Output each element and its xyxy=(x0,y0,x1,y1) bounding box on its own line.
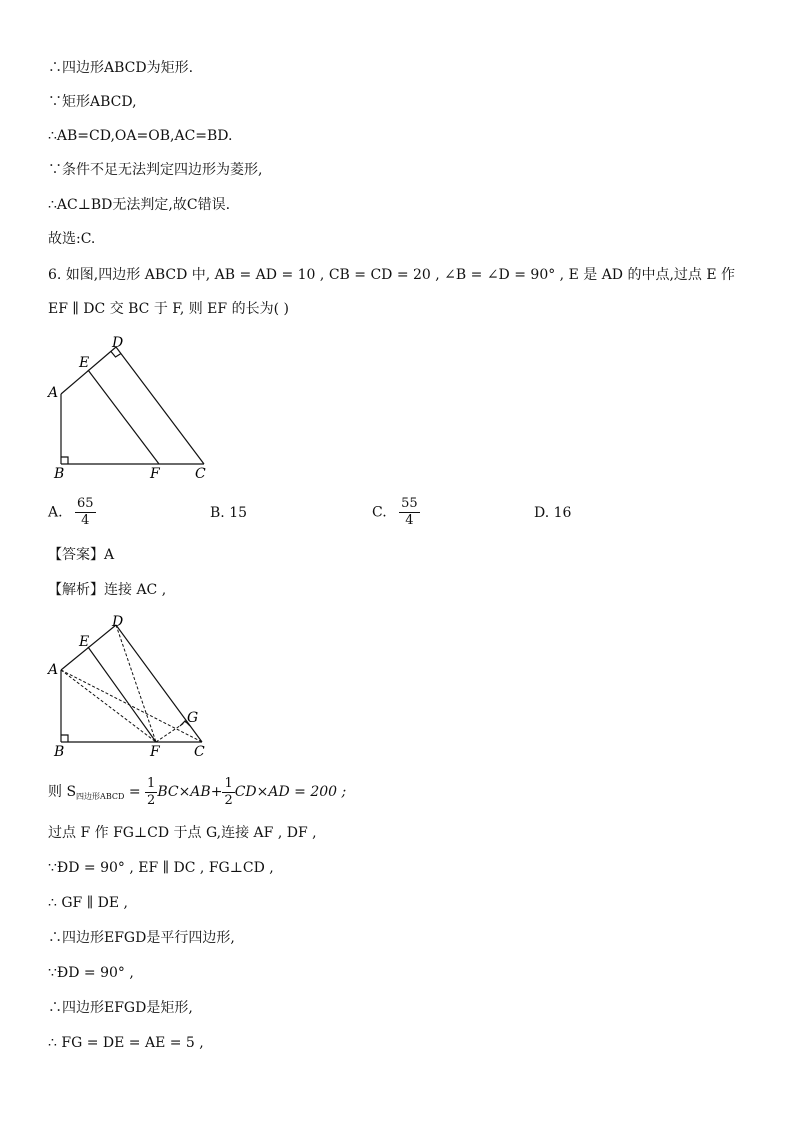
label-a: A xyxy=(48,385,59,401)
label-g: G xyxy=(187,710,199,726)
label-d: D xyxy=(112,614,124,630)
option-b: B. 15 xyxy=(210,505,248,521)
segment-df-dashed xyxy=(116,625,156,742)
text-line-5: ∴AC⊥BD无法判定,故C错误. xyxy=(48,197,231,213)
segment-af-dashed xyxy=(61,670,156,742)
step-4: ∴四边形EFGD是平行四边形, xyxy=(48,930,235,946)
text-line-4: ∵条件不足无法判定四边形为菱形, xyxy=(48,162,263,178)
step-5: ∵ÐD = 90° , xyxy=(48,965,134,981)
label-a: A xyxy=(48,662,59,678)
label-f: F xyxy=(150,466,160,482)
right-angle-b xyxy=(61,457,68,464)
option-d: D. 16 xyxy=(534,505,572,521)
label-e: E xyxy=(79,634,90,650)
right-angle-b xyxy=(61,735,68,742)
figure-2 xyxy=(44,612,224,762)
label-f: F xyxy=(150,744,160,760)
step-2: ∵ÐD = 90° , EF ∥ DC , FG⊥CD , xyxy=(48,860,274,876)
step-7: ∴ FG = DE = AE = 5 , xyxy=(48,1035,204,1051)
analysis-intro: 【解析】连接 AC , xyxy=(48,582,167,598)
text-line-6: 故选:C. xyxy=(48,231,96,247)
text-line-1: ∴四边形ABCD为矩形. xyxy=(48,60,194,76)
segment-ac-dashed xyxy=(61,670,202,742)
segment-ef xyxy=(88,370,159,464)
step-3: ∴ GF ∥ DE , xyxy=(48,895,128,911)
answer: 【答案】A xyxy=(48,547,115,563)
label-b: B xyxy=(54,744,65,760)
area-formula: 则 $S_{四边形ABCD}$ = $\frac{1}{2}$ BC×AB+ $\frac{1}{2}$ CD×AD = 200 ; xyxy=(48,775,347,808)
figure-1 xyxy=(44,332,224,482)
step-1: 过点 F 作 FG⊥CD 于点 G,连接 AF , DF , xyxy=(48,825,317,841)
label-c: C xyxy=(195,466,206,482)
segment-ef xyxy=(88,647,156,742)
question-line-2: EF ∥ DC 交 BC 于 F, 则 EF 的长为( ) xyxy=(48,301,289,317)
label-c: C xyxy=(194,744,205,760)
label-b: B xyxy=(54,466,65,482)
label-e: E xyxy=(79,355,90,371)
text-line-2: ∵矩形ABCD, xyxy=(48,94,137,110)
step-6: ∴四边形EFGD是矩形, xyxy=(48,1000,193,1016)
label-d: D xyxy=(112,335,124,351)
segment-dc xyxy=(116,347,204,464)
text-line-3: ∴AB=CD,OA=OB,AC=BD. xyxy=(48,128,233,144)
question-line-1: 6. 如图,四边形 ABCD 中, AB = AD = 10 , CB = CD = 20 , ∠B = ∠D = 90° , E 是 AD 的中点,过点 E 作 xyxy=(48,267,736,283)
option-a: A. $\frac{65}{4}$ xyxy=(48,496,94,528)
option-c: C. $\frac{55}{4}$ xyxy=(372,496,418,528)
